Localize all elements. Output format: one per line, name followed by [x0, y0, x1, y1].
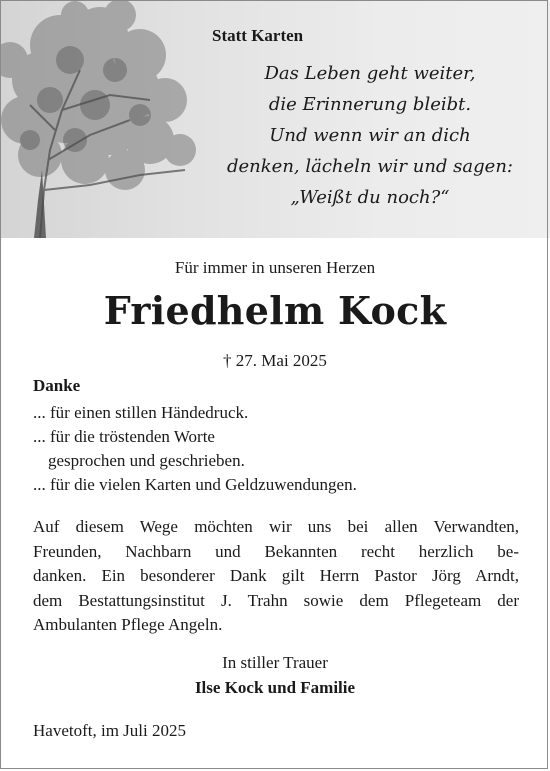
poem-line: die Erinnerung bleibt.: [268, 94, 472, 115]
thanks-heading: Danke: [33, 376, 81, 395]
place-date: Havetoft, im Juli 2025: [33, 721, 186, 740]
subtitle: Für immer in unseren Herzen: [174, 258, 376, 277]
paragraph-line: danken. Ein besonderer Dank gilt Herrn Pastor Jörg Arndt,: [33, 566, 519, 586]
paragraph-line: Ambulanten Pflege Angeln.: [33, 615, 223, 635]
thanks-item: ... für einen stillen Händedruck.: [33, 403, 249, 422]
poem-line: „Weißt du noch?“: [290, 187, 450, 208]
poem-line: denken, lächeln wir und sagen:: [227, 156, 513, 177]
paragraph-line: Auf diesem Wege möchten wir uns bei allen Verwandten,: [33, 517, 519, 536]
death-date: † 27. Mai 2025: [223, 351, 327, 370]
thanks-item: ... für die vielen Karten und Geldzuwendungen.: [33, 475, 357, 494]
deceased-name: Friedhelm Kock: [103, 288, 447, 333]
mourning-line: In stiller Trauer: [222, 653, 328, 672]
family-signature: Ilse Kock und Familie: [194, 678, 356, 697]
thanks-item: ... für die tröstenden Worte: [33, 427, 215, 446]
thanks-item: gesprochen und geschrieben.: [48, 451, 245, 470]
poem-line: Und wenn wir an dich: [269, 125, 471, 146]
paragraph-line: Freunden, Nachbarn und Bekannten recht herzlich be-: [33, 541, 519, 561]
statt-karten-label: Statt Karten: [212, 26, 304, 45]
poem-line: Das Leben geht weiter,: [264, 63, 476, 84]
paragraph-line: dem Bestattungsinstitut J. Trahn sowie dem Pflegeteam der: [33, 590, 519, 610]
